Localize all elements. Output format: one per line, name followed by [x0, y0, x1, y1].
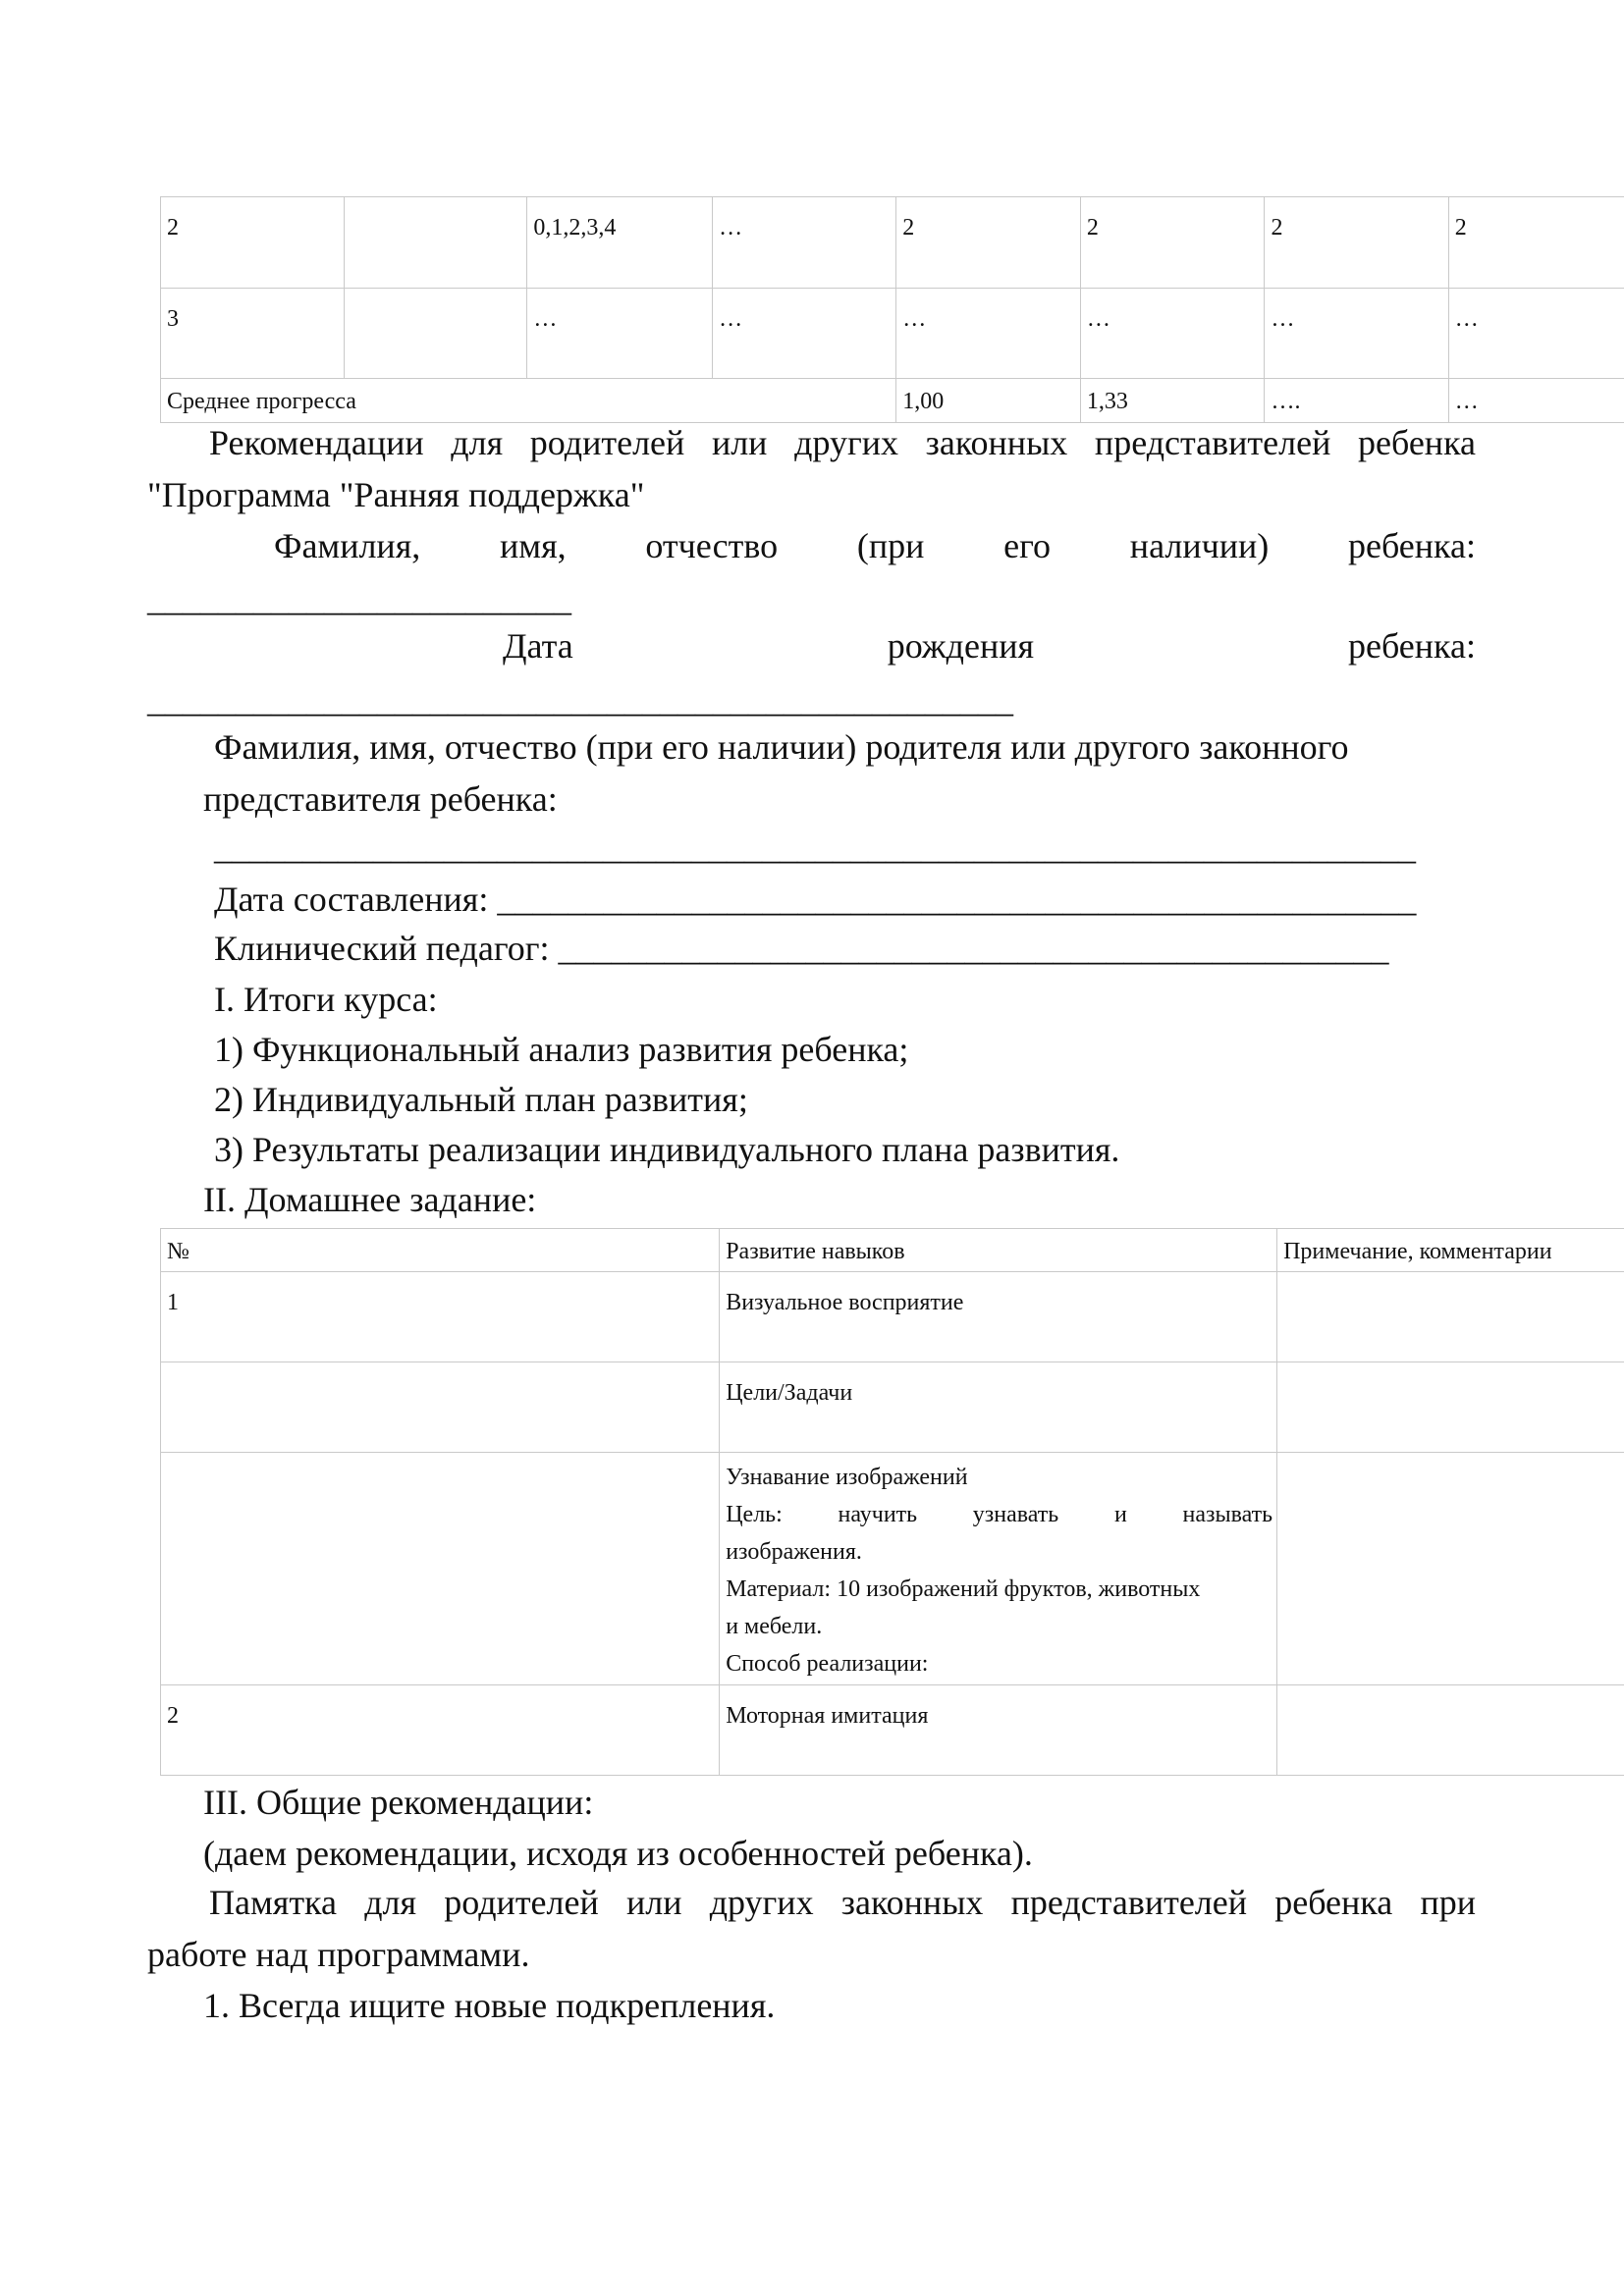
parent-fio-line-2: представителя ребенка: [203, 779, 558, 819]
average-value: 1,00 [896, 379, 1081, 423]
word: имя, [500, 526, 567, 565]
average-value: …. [1265, 379, 1448, 423]
table-cell: 3 [161, 289, 345, 379]
table-cell: … [1080, 289, 1265, 379]
table-row [161, 289, 1624, 379]
word: Дата [503, 626, 573, 666]
task-description-cell [720, 1453, 1277, 1685]
dob-blank: _________________________________________________ [147, 680, 1013, 720]
table-cell: 1 [161, 1272, 720, 1362]
table-cell [1277, 1272, 1624, 1362]
list-item: 3) Результаты реализации индивидуального плана развития. [214, 1130, 1120, 1169]
memo-line-2: работе над программами. [147, 1935, 530, 1974]
table-cell: … [896, 289, 1081, 379]
word: и [1113, 1502, 1127, 1527]
table-cell: … [1448, 289, 1624, 379]
table-cell [344, 197, 527, 289]
task-material: Материал: 10 изображений фруктов, животных [726, 1576, 1201, 1602]
word: Цель: [726, 1502, 783, 1527]
table-row [161, 1362, 1624, 1453]
section-3-note: (даем рекомендации, исходя из особенностей ребенка). [203, 1834, 1033, 1873]
homework-table [160, 1228, 1624, 1776]
word: его [1003, 526, 1052, 565]
word: называть [1182, 1502, 1273, 1527]
table-row [161, 197, 1624, 289]
parent-fio-line-1: Фамилия, имя, отчество (при его наличии) родителя или другого законного [214, 727, 1349, 767]
table-row [161, 1272, 1624, 1362]
progress-table [160, 196, 1624, 423]
table-cell: 2 [1080, 197, 1265, 289]
task-goal [726, 1496, 1272, 1533]
table-cell: 2 [1265, 197, 1448, 289]
table-cell: … [713, 289, 896, 379]
clinical-teacher-blank: _______________________________________________ [558, 929, 1389, 968]
table-cell [1277, 1362, 1624, 1453]
column-header: Примечание, комментарии [1277, 1229, 1624, 1272]
task-goal-end: изображения. [726, 1539, 862, 1565]
table-header-row [161, 1229, 1624, 1272]
child-fio-blank: ________________________ [147, 579, 571, 618]
word: ребенка: [1347, 626, 1476, 666]
table-cell: Визуальное восприятие [720, 1272, 1277, 1362]
word: Фамилия, [274, 526, 421, 565]
list-item: 2) Индивидуальный план развития; [214, 1080, 748, 1119]
table-cell: … [527, 289, 713, 379]
table-row [161, 1685, 1624, 1776]
table-cell: Цели/Задачи [720, 1362, 1277, 1453]
table-cell: … [713, 197, 896, 289]
parent-fio-blank: ____________________________________________________________________ [214, 828, 1416, 867]
word: (при [856, 526, 925, 565]
section-2-title: II. Домашнее задание: [203, 1180, 537, 1219]
table-cell: 0,1,2,3,4 [527, 197, 713, 289]
memo-item: 1. Всегда ищите новые подкрепления. [203, 1986, 776, 2025]
task-material-end: и мебели. [726, 1614, 823, 1639]
clinical-teacher-label: Клинический педагог: [214, 929, 559, 968]
table-cell: 2 [161, 197, 345, 289]
table-row [161, 1453, 1624, 1685]
table-cell [161, 1453, 720, 1685]
table-cell [161, 1362, 720, 1453]
table-cell: 2 [1448, 197, 1624, 289]
table-cell: Моторная имитация [720, 1685, 1277, 1776]
average-row [161, 379, 1624, 423]
word: отчество [645, 526, 779, 565]
table-cell [1277, 1453, 1624, 1685]
list-item: 1) Функциональный анализ развития ребенка; [214, 1030, 909, 1069]
word: научить [838, 1502, 918, 1527]
heading-line-2: "Программа "Ранняя поддержка" [147, 475, 645, 514]
word: наличии) [1129, 526, 1270, 565]
average-value: 1,33 [1080, 379, 1265, 423]
word: ребенка: [1347, 526, 1476, 565]
average-label: Среднее прогресса [161, 379, 896, 423]
child-fio-label [274, 528, 1476, 563]
table-cell [344, 289, 527, 379]
clinical-teacher [214, 931, 1388, 966]
table-cell [1277, 1685, 1624, 1776]
date-compiled-label: Дата составления: [214, 880, 498, 919]
memo-line-1: Памятка для родителей или других законных представителей ребенка при [209, 1883, 1476, 1922]
word: узнавать [972, 1502, 1059, 1527]
table-cell: … [1265, 289, 1448, 379]
column-header: Развитие навыков [720, 1229, 1277, 1272]
word: рождения [887, 626, 1035, 666]
task-title: Узнавание изображений [726, 1465, 968, 1490]
task-method: Способ реализации: [726, 1651, 929, 1677]
average-value: … [1448, 379, 1624, 423]
section-3-title: III. Общие рекомендации: [203, 1783, 594, 1822]
dob-label [503, 628, 1476, 664]
date-compiled-blank: ____________________________________________________ [497, 880, 1417, 919]
table-cell: 2 [896, 197, 1081, 289]
section-1-title: I. Итоги курса: [214, 980, 438, 1019]
table-cell: 2 [161, 1685, 720, 1776]
heading-line-1: Рекомендации для родителей или других законных представителей ребенка [209, 423, 1476, 462]
date-compiled [214, 881, 1416, 917]
column-header: № [161, 1229, 720, 1272]
